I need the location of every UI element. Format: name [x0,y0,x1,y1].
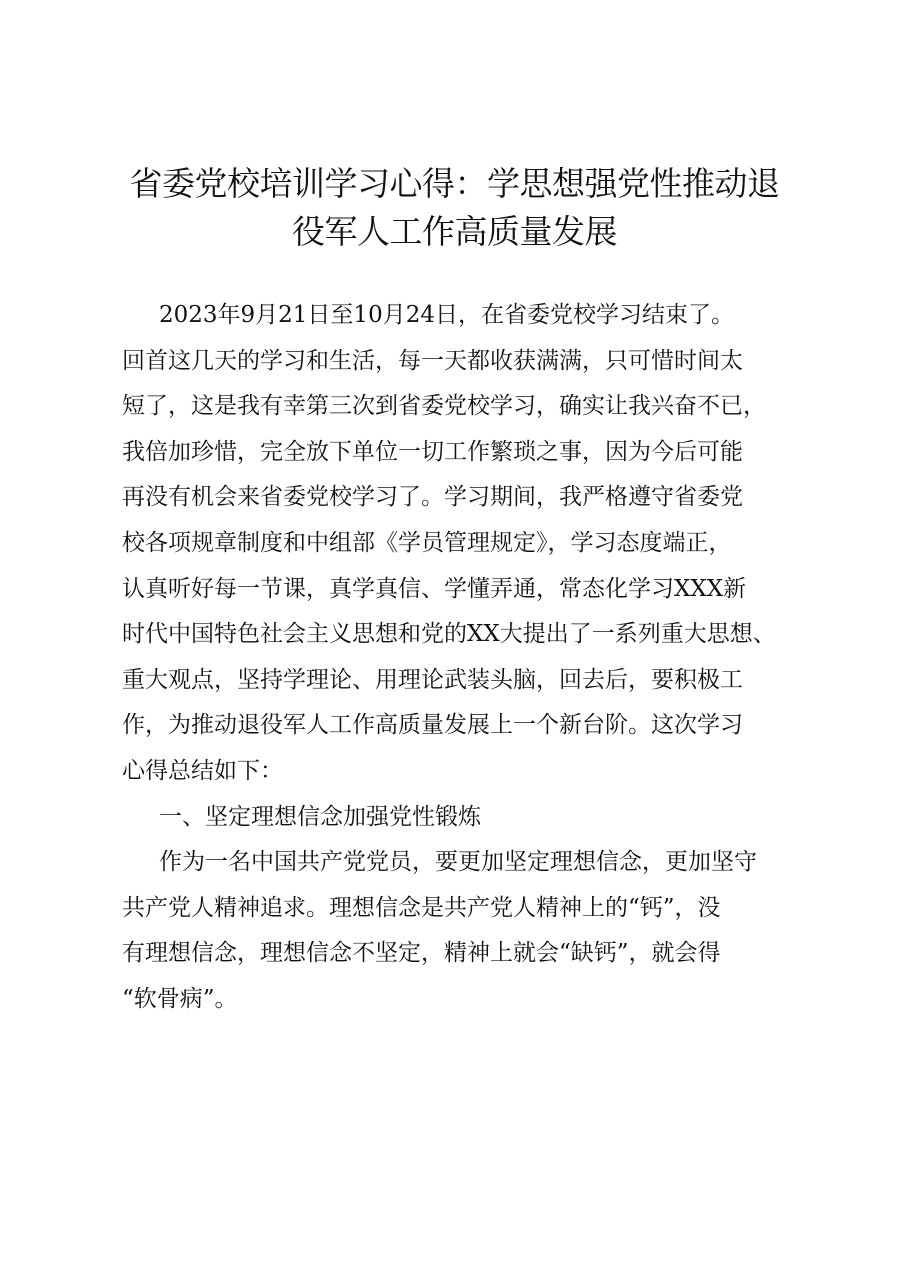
paragraph-line: 重大观点，坚持学理论、用理论武装头脑，回去后，要积极工 [122,666,743,693]
paragraph-line: 作，为推动退役军人工作高质量发展上一个新台阶。这次学习 [122,712,743,739]
paragraph-2 [122,840,807,1022]
paragraph-line: 作为一名中国共产党党员，要更加坚定理想信念，更加坚守 [159,849,757,876]
paragraph-line: 校各项规章制度和中组部《学员管理规定》，学习态度端正， [122,529,732,556]
section-heading: 一、坚定理想信念加强党性锻炼 [159,803,481,830]
paragraph-1 [122,293,807,795]
paragraph-line: 短了，这是我有幸第三次到省委党校学习，确实让我兴奋不已， [122,393,766,420]
paragraph-line: 认真听好每一节课，真学真信、学懂弄通，常态化学习XXX新 [122,575,747,602]
paragraph-line: 我倍加珍惜，完全放下单位一切工作繁琐之事，因为今后可能 [122,438,743,465]
paragraph-line: 心得总结如下： [122,757,283,784]
paragraph-line: 共产党人精神追求。理想信念是共产党人精神上的“钙”，没 [122,894,721,921]
paragraph-line: 2023年9月21日至10月24日，在省委党校学习结束了。 [159,302,734,328]
title-line-1: 省委党校培训学习心得：学思想强党性推动退 [129,164,780,203]
paragraph-line: 再没有机会来省委党校学习了。学习期间，我严格遵守省委党 [122,484,743,511]
title-line-2: 役军人工作高质量发展 [292,212,617,251]
paragraph-line: 时代中国特色社会主义思想和党的XX大提出了一系列重大思想、 [122,621,776,648]
document-body [122,293,807,1023]
document-title [100,160,809,256]
paragraph-line: 回首这几天的学习和生活，每一天都收获满满，只可惜时间太 [122,347,743,374]
paragraph-line: 有理想信念，理想信念不坚定，精神上就会“缺钙”，就会得 [122,940,721,967]
paragraph-line: “软骨病”。 [122,985,238,1012]
